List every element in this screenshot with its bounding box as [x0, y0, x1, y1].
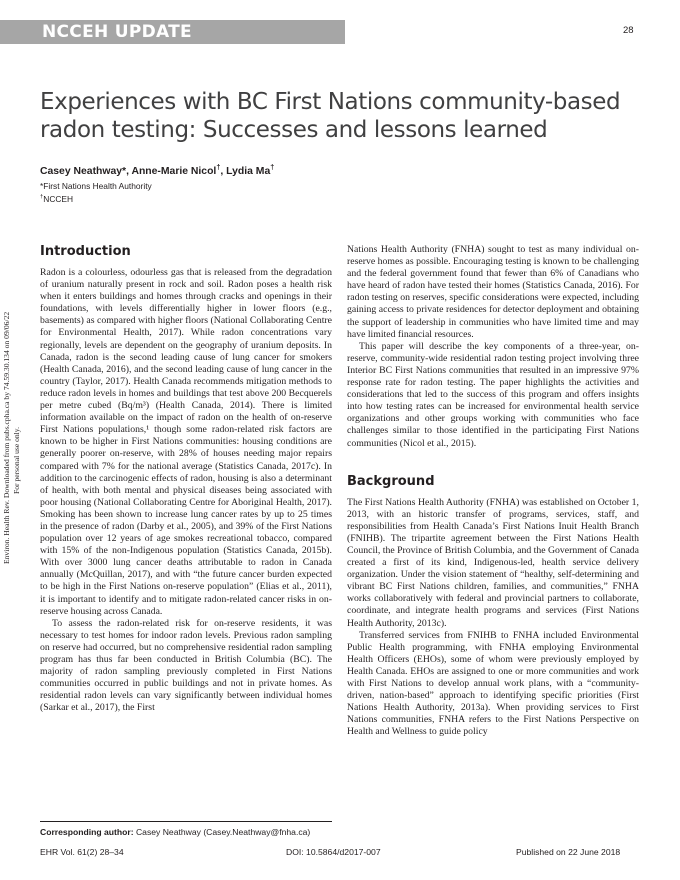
- left-column: [40, 244, 332, 714]
- section-heading-background: Background: [347, 473, 435, 489]
- watermark-line: Environ. Health Rev. Downloaded from pubs.cpha.ca by 74.59.30.134 on 09/06/22: [2, 311, 11, 564]
- paragraph: This paper will describe the key components of a three-year, on-reserve, community-wide residential radon testing project involving three Interior BC First Nations communities that resulted in an impressive 97% response rate for radon testing. The paper highlights the activities and considerations that led to the success of this program and offers insights into how testing rates can be increased for environmental health service organizations and other groups working with communities who face challenges similar to those identified in the participating First Nations communities (Nicol et al., 2015).: [347, 340, 639, 449]
- footnote-divider: [40, 821, 332, 822]
- section-banner: [0, 20, 345, 44]
- author-name: Anne-Marie Nicol: [131, 166, 217, 177]
- watermark-line: For personal use only.: [12, 427, 21, 494]
- author-name: Casey Neathway: [40, 166, 123, 177]
- affiliation: [40, 194, 73, 204]
- journal-citation: EHR Vol. 61(2) 28–34: [40, 847, 124, 857]
- page-number: 28: [623, 25, 634, 36]
- affiliation-mark: †: [40, 194, 44, 201]
- affiliation-name: NCCEH: [43, 194, 74, 204]
- author-separator: ,: [126, 166, 132, 177]
- author-name: Lydia Ma: [226, 166, 271, 177]
- right-column: [347, 244, 639, 738]
- author-mark: †: [270, 162, 275, 172]
- paragraph: Radon is a colourless, odourless gas that is released from the degradation of uranium naturally present in rock and soil. Radon poses a health risk when it enters buildings and homes through cracks and openings in their foundations, with levels differentially higher in lower floors (e.g., basements) as compared with higher floors (National Collaborating Centre for Environmental Health, 2017). While radon concentrations vary regionally, levels are dependent on the geography of uranium deposits. In Canada, radon is the second leading cause of lung cancer for smokers (Health Canada, 2016), and the second leading cause of lung cancer in the country (Taylor, 2017). Health Canada recommends mitigation methods to reduce radon levels in homes and buildings that test above 200 Becquerels per metre cubed (Bq/m³) (Health Canada, 2014). There is limited information available on the impact of radon on the health of on-reserve First Nations populations,¹ though some radon-related risk factors are known to be higher in First Nations communities: housing conditions are generally poorer on-reserve, with 28% of houses needing major repairs compared with 7% for the national average (Statistics Canada, 2017c). In addition to the carcinogenic effects of radon, housing is also a determinant of health, with both mental and physical diseases being associated with poor housing (National Collaborating Centre for Aboriginal Health, 2017). Smoking has been shown to increase lung cancer rates by up to 25 times in the presence of radon (Darby et al., 2005), and 39% of the First Nations population over 12 years of age smokes recreational tobacco, compared with 15% of the non-Indigenous population (Statistics Canada, 2015b). With over 3000 lung cancer deaths attributable to radon in Canada annually (McQuillan, 2017), and with “the future cancer burden expected to be high in the First Nations on-reserve population” (Elias et al., 2011), it is important to identify and to mitigate radon-related cancer risks in on-reserve housing across Canada.: [40, 267, 332, 617]
- affiliation: [40, 181, 152, 191]
- corresponding-author: [40, 827, 310, 837]
- paragraph: The First Nations Health Authority (FNHA) was established on October 1, 2013, with an historic transfer of programs, services, staff, and responsibilities from Health Canada’s First Nations Inuit Health Branch (FNIHB). The tripartite agreement between the First Nations Health Council, the Province of British Columbia, and the Government of Canada created a first of its kind, Indigenous-led, health service delivery organization. Under the vision statement of “healthy, self-determining and vibrant BC First Nations children, families, and communities,” FNHA works collaboratively with federal and provincial partners to collaborate, coordinate, and integrate health programs and services (First Nations Health Authority, 2013c).: [347, 496, 639, 629]
- publication-date: Published on 22 June 2018: [516, 847, 621, 857]
- author-mark: *: [122, 166, 127, 177]
- author-list: [40, 162, 275, 177]
- author-mark: †: [216, 162, 221, 172]
- banner-label: NCCEH UPDATE: [42, 22, 192, 42]
- affiliation-name: First Nations Health Authority: [43, 181, 152, 191]
- paragraph: To assess the radon-related risk for on-reserve residents, it was necessary to test homes for indoor radon levels. Previous radon sampling on reserve had occurred, but no comprehensive residential radon sampling program has thus far been conducted in British Columbia (BC). The majority of radon sampling previously completed in First Nations communities occurred in public buildings and not in private homes. As residential radon levels can vary significantly between individual homes (Sarkar et al., 2017), the First: [40, 617, 332, 714]
- article-title: Experiences with BC First Nations community-based radon testing: Successes and lessons learned: [40, 89, 621, 143]
- section-heading-introduction: Introduction: [40, 244, 131, 259]
- paragraph: Transferred services from FNIHB to FNHA included Environmental Public Health programming, with FNHA employing Environmental Health Officers (EHOs), some of whom were previously employed by Health Canada. EHOs are assigned to one or more communities and work with First Nations to develop annual work plans, with a “community-driven, nation-based” approach to identifying specific priorities (First Nations Health Authority, 2013a). When providing services to First Nations communities, FNHA refers to the First Nations Perspective on Health and Wellness to guide policy: [347, 629, 639, 738]
- paragraph: Nations Health Authority (FNHA) sought to test as many individual on-reserve homes as possible. Encouraging testing is known to be challenging and the federal government found that fewer than 6% of Canadians who have heard of radon have tested their homes (Statistics Canada, 2016). For radon testing on reserves, specific considerations were expected, including gaining access to private residences for detector deployment and obtaining the support of leadership in communities who have limited time and may have limited financial resources.: [347, 244, 639, 340]
- affiliation-mark: *: [40, 181, 44, 191]
- author-separator: ,: [220, 166, 227, 177]
- doi: DOI: 10.5864/d2017-007: [286, 847, 381, 857]
- corresponding-label: Corresponding author:: [40, 827, 134, 837]
- corresponding-contact: Casey Neathway (Casey.Neathway@fnha.ca): [135, 827, 311, 837]
